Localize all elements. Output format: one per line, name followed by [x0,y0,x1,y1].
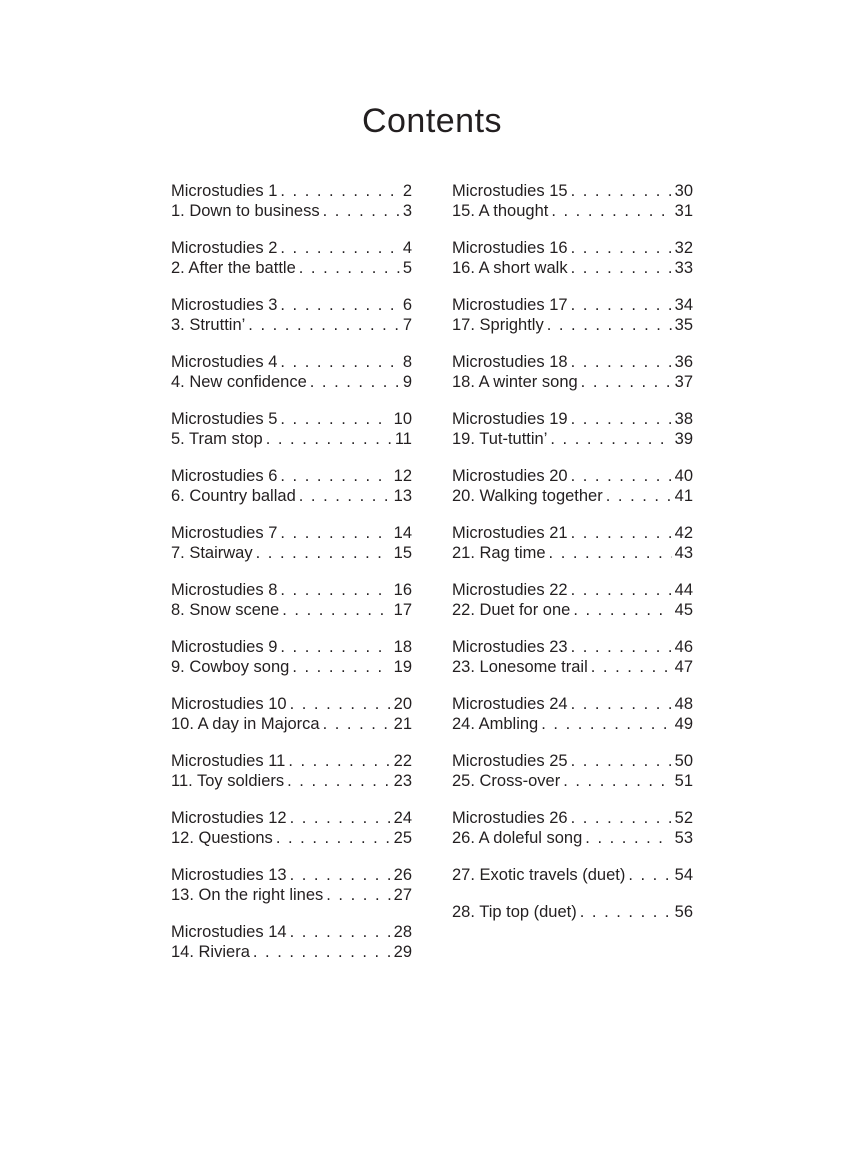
toc-entry [171,885,412,905]
toc-entry-page: 7 [402,316,412,334]
dot-leader [276,828,391,848]
dot-leader [280,295,399,315]
toc-entry [171,942,412,962]
toc-entry [171,486,412,506]
toc-entry-title: 10. A day in Majorca [171,715,320,733]
toc-entry-page: 20 [393,695,412,713]
dot-leader [571,238,672,258]
dot-leader [571,808,672,828]
toc-entry-title: Microstudies 3 [171,296,278,314]
toc-columns [171,181,693,979]
dot-leader [326,885,390,905]
toc-entry-page: 30 [674,182,693,200]
dot-leader [550,429,671,449]
dot-leader [581,372,672,392]
toc-group [452,808,693,848]
toc-entry-title: Microstudies 11 [171,752,286,770]
dot-leader [280,580,390,600]
toc-entry-title: 2. After the battle [171,259,296,277]
toc-entry-title: Microstudies 16 [452,239,568,257]
toc-entry [171,637,412,657]
toc-entry-page: 25 [393,829,412,847]
toc-entry-page: 26 [393,866,412,884]
toc-entry [171,466,412,486]
toc-group [452,580,693,620]
dot-leader [280,637,390,657]
dot-leader [280,523,390,543]
toc-group [171,865,412,905]
toc-entry-title: Microstudies 12 [171,809,287,827]
dot-leader [571,751,672,771]
toc-entry [452,486,693,506]
toc-entry-title: Microstudies 25 [452,752,568,770]
toc-group [452,637,693,677]
toc-entry-title: Microstudies 24 [452,695,568,713]
toc-entry-page: 32 [674,239,693,257]
toc-group [171,466,412,506]
toc-entry [452,580,693,600]
toc-entry-title: 13. On the right lines [171,886,324,904]
dot-leader [571,523,672,543]
toc-entry [452,865,693,885]
dot-leader [288,751,390,771]
dot-leader [323,714,391,734]
toc-entry-title: Microstudies 1 [171,182,278,200]
toc-entry [452,181,693,201]
toc-entry-page: 39 [674,430,693,448]
toc-entry [452,201,693,221]
toc-entry [452,238,693,258]
toc-entry [171,543,412,563]
dot-leader [287,771,391,791]
toc-entry-page: 31 [674,202,693,220]
toc-group [452,352,693,392]
toc-entry-title: 18. A winter song [452,373,578,391]
toc-entry-title: 15. A thought [452,202,549,220]
toc-entry [171,751,412,771]
dot-leader [573,600,671,620]
toc-group [452,238,693,278]
toc-entry-page: 47 [674,658,693,676]
dot-leader [253,942,391,962]
toc-entry-title: 9. Cowboy song [171,658,290,676]
toc-entry [171,258,412,278]
toc-entry [171,600,412,620]
toc-group [452,751,693,791]
toc-group [452,694,693,734]
toc-entry-page: 6 [402,296,412,314]
toc-entry-page: 8 [402,353,412,371]
toc-group [452,409,693,449]
toc-entry-page: 35 [674,316,693,334]
toc-entry-title: Microstudies 15 [452,182,568,200]
dot-leader [628,865,671,885]
toc-entry-title: Microstudies 4 [171,353,278,371]
toc-entry-title: 22. Duet for one [452,601,571,619]
toc-entry-title: 27. Exotic travels (duet) [452,866,626,884]
toc-entry [171,714,412,734]
dot-leader [248,315,400,335]
toc-entry-title: Microstudies 8 [171,581,278,599]
toc-entry [171,201,412,221]
toc-entry-title: 20. Walking together [452,487,603,505]
toc-group [452,466,693,506]
toc-entry [171,295,412,315]
toc-group [171,352,412,392]
toc-entry-title: 7. Stairway [171,544,253,562]
toc-entry [452,315,693,335]
toc-entry-title: Microstudies 20 [452,467,568,485]
toc-entry-page: 14 [393,524,412,542]
toc-entry-page: 22 [393,752,412,770]
toc-entry [452,637,693,657]
dot-leader [585,828,671,848]
toc-group [452,523,693,563]
toc-entry [171,523,412,543]
toc-entry-page: 48 [674,695,693,713]
toc-entry-title: Microstudies 7 [171,524,278,542]
toc-entry-page: 23 [393,772,412,790]
toc-entry [452,409,693,429]
toc-entry [452,372,693,392]
dot-leader [606,486,672,506]
dot-leader [282,600,390,620]
dot-leader [299,486,391,506]
toc-group [171,694,412,734]
toc-group [171,922,412,962]
toc-entry [171,181,412,201]
dot-leader [547,315,672,335]
dot-leader [290,922,391,942]
toc-entry-page: 36 [674,353,693,371]
toc-entry-page: 11 [394,430,412,448]
toc-entry-page: 41 [674,487,693,505]
dot-leader [280,466,390,486]
toc-entry [452,352,693,372]
dot-leader [266,429,392,449]
toc-entry-title: 17. Sprightly [452,316,544,334]
dot-leader [290,694,391,714]
toc-entry-title: 4. New confidence [171,373,307,391]
toc-entry [171,409,412,429]
dot-leader [280,409,390,429]
dot-leader [290,808,391,828]
dot-leader [299,258,400,278]
dot-leader [280,238,399,258]
toc-entry-page: 37 [674,373,693,391]
dot-leader [571,295,672,315]
toc-entry-page: 15 [393,544,412,562]
toc-group [171,181,412,221]
toc-entry-page: 19 [393,658,412,676]
toc-column-left [171,181,412,979]
toc-entry-title: 16. A short walk [452,259,568,277]
dot-leader [280,352,399,372]
toc-entry-page: 21 [393,715,412,733]
dot-leader [549,543,672,563]
dot-leader [591,657,672,677]
toc-entry [171,828,412,848]
dot-leader [563,771,671,791]
toc-entry [452,657,693,677]
toc-entry [452,902,693,922]
toc-entry [452,694,693,714]
toc-entry [171,865,412,885]
toc-group [171,637,412,677]
toc-entry [452,295,693,315]
toc-entry-title: Microstudies 13 [171,866,287,884]
toc-entry-title: Microstudies 19 [452,410,568,428]
toc-entry [171,352,412,372]
toc-group [171,808,412,848]
toc-entry-page: 43 [674,544,693,562]
dot-leader [292,657,390,677]
toc-entry-page: 50 [674,752,693,770]
toc-entry [452,523,693,543]
dot-leader [571,409,672,429]
toc-entry-title: 6. Country ballad [171,487,296,505]
dot-leader [290,865,391,885]
toc-group [171,238,412,278]
dot-leader [571,580,672,600]
toc-group [171,751,412,791]
toc-entry-page: 49 [674,715,693,733]
toc-entry-title: Microstudies 6 [171,467,278,485]
toc-entry [452,808,693,828]
toc-group [452,295,693,335]
toc-entry-page: 56 [674,903,693,921]
toc-entry-title: Microstudies 17 [452,296,568,314]
toc-entry-page: 34 [674,296,693,314]
toc-entry-page: 2 [402,182,412,200]
toc-entry-title: Microstudies 9 [171,638,278,656]
toc-group [452,865,693,885]
toc-entry [171,771,412,791]
toc-entry [171,238,412,258]
dot-leader [571,181,672,201]
toc-entry-title: Microstudies 5 [171,410,278,428]
toc-entry-page: 38 [674,410,693,428]
toc-entry [171,580,412,600]
toc-group [171,523,412,563]
toc-entry-page: 52 [674,809,693,827]
toc-entry-title: Microstudies 23 [452,638,568,656]
toc-entry-page: 3 [402,202,412,220]
dot-leader [571,352,672,372]
toc-group [452,181,693,221]
toc-entry-title: 21. Rag time [452,544,546,562]
toc-entry-title: Microstudies 26 [452,809,568,827]
toc-entry-page: 24 [393,809,412,827]
toc-entry-title: 14. Riviera [171,943,250,961]
toc-entry [452,751,693,771]
toc-group [171,409,412,449]
toc-entry [171,922,412,942]
dot-leader [323,201,400,221]
toc-entry-page: 51 [674,772,693,790]
dot-leader [280,181,399,201]
toc-entry-page: 28 [393,923,412,941]
toc-entry-title: 25. Cross-over [452,772,561,790]
toc-entry-title: Microstudies 2 [171,239,278,257]
toc-entry-title: Microstudies 22 [452,581,568,599]
toc-group [171,580,412,620]
dot-leader [571,637,672,657]
toc-entry-page: 54 [674,866,693,884]
toc-entry [452,771,693,791]
toc-entry-page: 44 [674,581,693,599]
dot-leader [551,201,671,221]
toc-entry-page: 9 [402,373,412,391]
toc-entry [171,694,412,714]
toc-entry-title: Microstudies 18 [452,353,568,371]
toc-entry-page: 13 [393,487,412,505]
dot-leader [541,714,671,734]
dot-leader [571,466,672,486]
toc-entry-title: 1. Down to business [171,202,320,220]
dot-leader [580,902,672,922]
dot-leader [256,543,391,563]
toc-entry-title: 28. Tip top (duet) [452,903,577,921]
toc-entry-title: 5. Tram stop [171,430,263,448]
toc-entry-page: 5 [402,259,412,277]
toc-entry-title: 23. Lonesome trail [452,658,588,676]
toc-entry-page: 4 [402,239,412,257]
toc-entry-page: 27 [393,886,412,904]
toc-entry-title: 24. Ambling [452,715,539,733]
toc-entry [452,429,693,449]
toc-column-right [452,181,693,979]
toc-entry-page: 18 [393,638,412,656]
toc-entry-page: 10 [393,410,412,428]
toc-entry-title: 3. Struttin’ [171,316,246,334]
toc-entry-page: 45 [674,601,693,619]
dot-leader [310,372,400,392]
toc-entry-page: 33 [674,259,693,277]
toc-entry-page: 16 [393,581,412,599]
toc-entry-page: 46 [674,638,693,656]
toc-entry-page: 42 [674,524,693,542]
toc-entry [171,429,412,449]
toc-entry-title: 8. Snow scene [171,601,280,619]
toc-entry [452,600,693,620]
toc-entry [452,258,693,278]
toc-entry-title: Microstudies 10 [171,695,287,713]
toc-entry-title: 19. Tut-tuttin’ [452,430,548,448]
toc-entry [171,372,412,392]
toc-entry-page: 29 [393,943,412,961]
toc-entry [452,466,693,486]
toc-group [171,295,412,335]
toc-entry [452,543,693,563]
toc-entry-page: 40 [674,467,693,485]
toc-entry-title: 12. Questions [171,829,273,847]
toc-entry [171,808,412,828]
toc-entry-title: 26. A doleful song [452,829,583,847]
toc-group [452,902,693,922]
dot-leader [571,694,672,714]
page-title: Contents [361,102,503,140]
toc-entry [171,315,412,335]
toc-entry-title: 11. Toy soldiers [171,772,285,790]
toc-entry-page: 53 [674,829,693,847]
dot-leader [571,258,672,278]
toc-entry-title: Microstudies 14 [171,923,287,941]
toc-entry-page: 12 [393,467,412,485]
toc-entry-page: 17 [393,601,412,619]
toc-entry [452,714,693,734]
toc-entry [452,828,693,848]
toc-entry [171,657,412,677]
toc-entry-title: Microstudies 21 [452,524,568,542]
